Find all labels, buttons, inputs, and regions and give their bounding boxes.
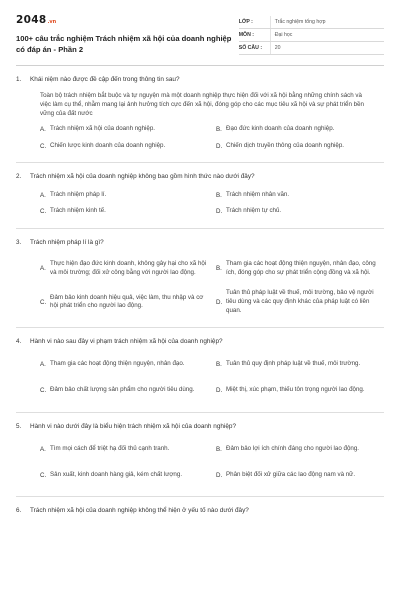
option-text: Trách nhiệm xã hội của doanh nghiệp.	[50, 125, 156, 133]
meta-row-count	[239, 42, 384, 55]
question-text: Khái niệm nào được đề cập đến trong thông tin sau?	[30, 76, 180, 83]
question-text: Trách nhiệm xã hội của doanh nghiệp không thể hiện ở yếu tố nào dưới đây?	[30, 507, 249, 515]
option-c[interactable]	[40, 461, 214, 487]
options-grid	[40, 435, 384, 487]
question-2	[16, 163, 384, 229]
question-text: Trách nhiệm pháp lí là gì?	[30, 238, 104, 246]
option-a[interactable]	[40, 435, 214, 461]
option-text: Đảm bảo lợi ích chính đáng cho người lao động.	[226, 444, 359, 452]
brand-block	[16, 14, 239, 55]
meta-table	[239, 16, 384, 55]
question-3	[16, 229, 384, 328]
option-b[interactable]	[216, 251, 390, 284]
page-title: 100+ câu trắc nghiệm Trách nhiệm xã hội của doanh nghiệp có đáp án - Phần 2	[16, 34, 232, 54]
question-number: 6.	[16, 507, 22, 515]
question-text: Hành vi nào dưới đây là biểu hiện trách nhiệm xã hội của doanh nghiệp?	[30, 422, 237, 430]
option-letter: D.	[216, 387, 223, 395]
option-letter: B.	[216, 125, 222, 133]
meta-label: SỐ CÂU :	[238, 45, 263, 51]
option-text: Tuân thủ quy định pháp luật về thuế, môi trường.	[226, 360, 361, 368]
option-letter: A.	[40, 125, 46, 133]
header	[16, 14, 384, 55]
question-passage: Toàn bộ trách nhiệm bắt buộc và tự nguyện mà một doanh nghiệp thực hiện đối với xã hội bằng những chính sách và việc làm cụ thể, nhằm mang lại ảnh hưởng tích cực đến xã hội, đóng góp cho các mục tiêu xã hội và sự phát triển bền vững của đất nước	[40, 91, 364, 117]
option-a[interactable]	[40, 186, 214, 203]
option-d[interactable]	[216, 137, 390, 154]
option-letter: A.	[40, 191, 46, 199]
option-letter: D.	[216, 471, 223, 479]
question-1	[16, 66, 384, 163]
option-text: Trách nhiệm nhân văn.	[226, 190, 290, 198]
question-5	[16, 413, 384, 498]
option-text: Thực hiện đạo đức kinh doanh, không gây hại cho xã hội và môi trường; đối xử công bằng với người lao động.	[50, 260, 207, 276]
option-letter: C.	[40, 387, 47, 395]
option-text: Sản xuất, kinh doanh hàng giả, kém chất lượng.	[50, 470, 183, 478]
option-text: Đạo đức kinh doanh của doanh nghiệp.	[226, 125, 335, 133]
option-text: Tìm mọi cách để triệt hạ đối thủ cạnh tranh.	[50, 444, 170, 452]
option-c[interactable]	[40, 202, 214, 219]
meta-value: Trắc nghiệm tổng hợp	[270, 16, 326, 28]
meta-label: MÔN :	[238, 32, 255, 38]
option-letter: C.	[40, 208, 47, 216]
meta-row-class	[239, 16, 384, 29]
question-6	[16, 497, 384, 525]
option-b[interactable]	[216, 120, 390, 137]
option-c[interactable]	[40, 137, 214, 154]
site-logo[interactable]	[16, 14, 239, 26]
option-d[interactable]	[216, 284, 390, 318]
option-a[interactable]	[40, 120, 214, 137]
option-c[interactable]	[40, 284, 214, 318]
question-number: 4.	[16, 338, 22, 346]
option-letter: B.	[216, 265, 222, 273]
option-letter: A.	[40, 445, 46, 453]
option-text: Chiến dịch truyền thông của doanh nghiệp.	[226, 141, 344, 149]
option-letter: C.	[40, 298, 47, 306]
option-letter: B.	[216, 445, 222, 453]
logo-suffix: .vn	[47, 19, 57, 25]
option-text: Tham gia các hoạt động thiện nguyện, nhân đạo.	[50, 360, 185, 368]
option-text: Tuân thủ pháp luật về thuế, môi trường, bảo vệ người tiêu dùng và các quy định khác của pháp luật có liên quan.	[226, 289, 374, 314]
option-text: Chiến lược kinh doanh của doanh nghiệp.	[50, 141, 166, 149]
option-letter: C.	[40, 471, 47, 479]
option-b[interactable]	[216, 186, 390, 203]
option-a[interactable]	[40, 251, 214, 284]
option-letter: D.	[216, 298, 223, 306]
option-letter: D.	[216, 142, 223, 150]
option-c[interactable]	[40, 377, 214, 403]
options-grid	[40, 120, 384, 153]
option-d[interactable]	[216, 202, 390, 219]
options-grid	[40, 251, 384, 318]
question-text: Hành vi nào sau đây vi phạm trách nhiệm xã hội của doanh nghiệp?	[30, 338, 223, 346]
meta-value: 20	[270, 42, 281, 54]
options-grid	[40, 351, 384, 403]
meta-value: Đại học	[270, 29, 293, 41]
question-number: 3.	[16, 238, 22, 246]
logo-text: 2048	[16, 14, 47, 26]
option-letter: B.	[216, 191, 222, 199]
options-grid	[40, 186, 384, 219]
option-letter: D.	[216, 208, 223, 216]
option-b[interactable]	[216, 435, 390, 461]
meta-label: LỚP :	[238, 19, 253, 25]
option-a[interactable]	[40, 351, 214, 377]
option-text: Trách nhiệm kinh tế.	[50, 207, 106, 215]
option-text: Phân biệt đối xử giữa các lao động nam và nữ.	[226, 470, 356, 478]
option-letter: A.	[40, 361, 46, 369]
meta-row-subject	[239, 29, 384, 42]
option-text: Trách nhiệm tự chủ.	[226, 207, 282, 215]
option-text: Miệt thị, xúc phạm, thiếu tôn trọng người lao động.	[226, 386, 365, 394]
option-d[interactable]	[216, 377, 390, 403]
option-letter: C.	[40, 142, 47, 150]
option-text: Đảm bảo chất lượng sản phẩm cho người tiêu dùng.	[50, 386, 195, 394]
question-text: Trách nhiệm xã hội của doanh nghiệp không bao gồm hình thức nào dưới đây?	[30, 173, 255, 181]
option-text: Tham gia các hoạt động thiện nguyện, nhân đạo, công ích, đóng góp cho sự phát triển cộng đồng và xã hội.	[226, 260, 376, 276]
question-number: 1.	[16, 76, 22, 83]
question-number: 2.	[16, 173, 22, 181]
option-text: Đảm bảo kinh doanh hiệu quả, việc làm, thu nhập và cơ hội phát triển cho người lao động.	[50, 293, 204, 310]
option-letter: B.	[216, 361, 222, 369]
option-b[interactable]	[216, 351, 390, 377]
option-letter: A.	[40, 265, 46, 273]
option-text: Trách nhiệm pháp lí.	[50, 190, 107, 198]
question-number: 5.	[16, 422, 22, 430]
option-d[interactable]	[216, 461, 390, 487]
question-4	[16, 328, 384, 413]
